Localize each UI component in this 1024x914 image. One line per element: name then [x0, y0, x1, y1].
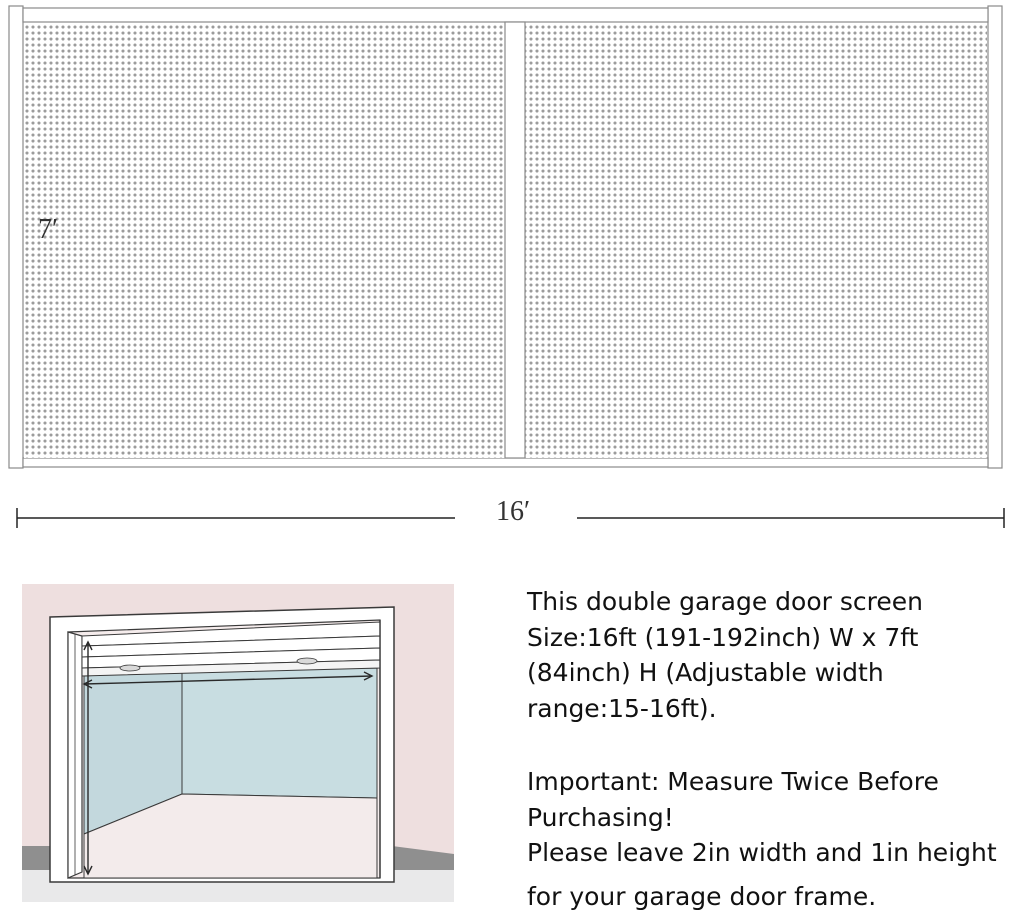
desc-line: Size:16ft (191-192inch) W x 7ft [527, 620, 1019, 656]
desc-line: for your garage door frame. [527, 879, 1019, 914]
left-post [9, 6, 23, 468]
desc-line: range:15-16ft). [527, 691, 1019, 727]
mesh-panel-right [525, 23, 987, 458]
frame-note [527, 879, 1019, 914]
important-paragraph [527, 764, 1019, 871]
size-paragraph [527, 584, 1019, 726]
desc-line: Please leave 2in width and 1in height [527, 835, 1019, 871]
garage-measurement-illustration [22, 584, 454, 902]
desc-line: This double garage door screen [527, 584, 1019, 620]
center-strip [505, 22, 525, 458]
height-dimension-label: 7′ [38, 214, 58, 246]
bottom-bar [23, 458, 988, 467]
desc-line: (84inch) H (Adjustable width [527, 655, 1019, 691]
desc-line: Important: Measure Twice Before [527, 764, 1019, 800]
desc-line: Purchasing! [527, 800, 1019, 836]
product-description [527, 584, 1019, 914]
mesh-panel-left [24, 23, 505, 458]
width-dimension-label: 16′ [478, 496, 548, 528]
top-bar [23, 8, 988, 22]
right-post [988, 6, 1002, 468]
